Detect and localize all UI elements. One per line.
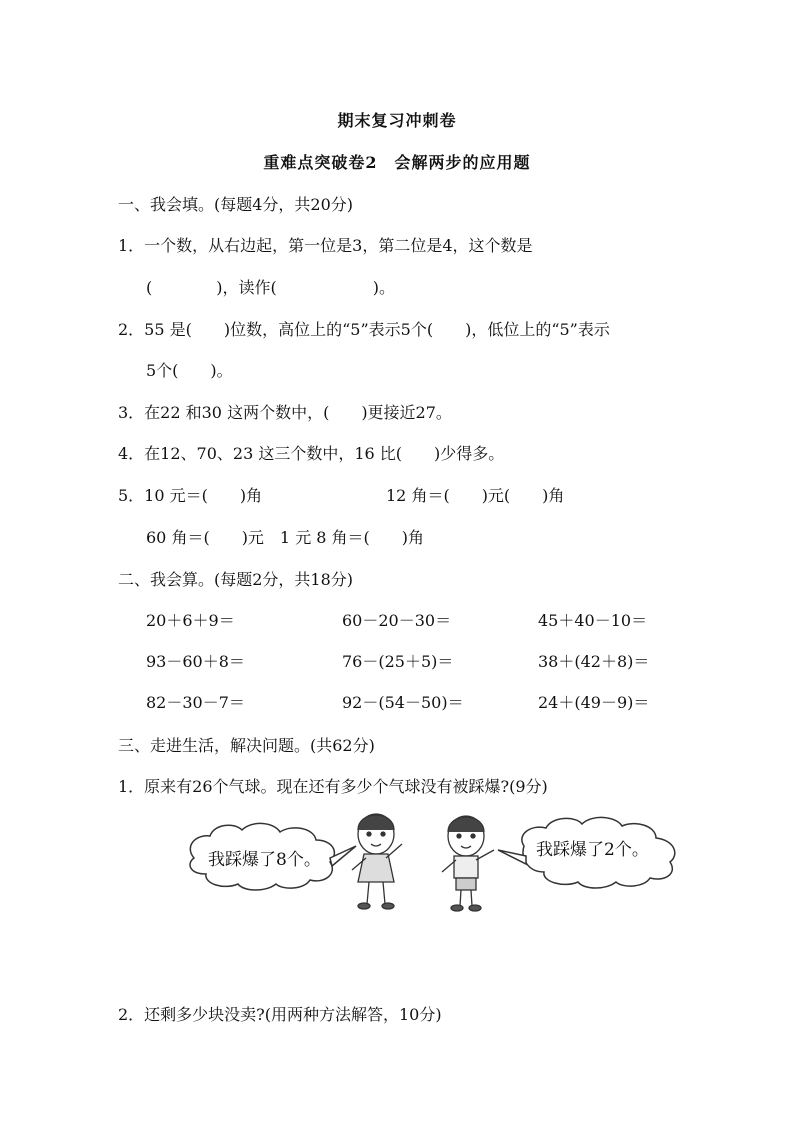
calc-item: 38＋(42＋8)＝	[538, 652, 650, 671]
calc-item: 20＋6＋9＝	[146, 611, 235, 630]
problem-1: 1．原来有26个气球。现在还有多少个气球没有被踩爆?(9分)	[118, 777, 548, 796]
question-2-line1: 2．55 是( )位数，高位上的“5”表示5个( )，低位上的“5”表示	[118, 320, 610, 339]
girl-figure	[352, 814, 402, 909]
page-title: 期末复习冲刺卷	[337, 111, 457, 130]
section2-heading: 二、我会算。(每题2分，共18分)	[118, 570, 354, 589]
question-4: 4．在12、70、23 这三个数中，16 比( )少得多。	[118, 444, 505, 463]
section3-heading: 三、走进生活，解决问题。(共62分)	[118, 736, 375, 755]
boy-figure	[442, 816, 494, 911]
calc-item: 93－60＋8＝	[146, 652, 245, 671]
calc-item: 76－(25＋5)＝	[342, 652, 454, 671]
question-1-line1: 1．一个数，从右边起，第一位是3，第二位是4，这个数是	[118, 236, 533, 255]
question-5c: 60 角＝( )元 1 元 8 角＝( )角	[146, 528, 425, 547]
section1-heading: 一、我会填。(每题4分，共20分)	[118, 195, 354, 214]
calc-item: 60－20－30＝	[342, 611, 452, 630]
speech-text-right: 我踩爆了2个。	[536, 840, 649, 860]
question-2-line2: 5个( )。	[146, 361, 233, 380]
calc-item: 82－30－7＝	[146, 693, 245, 712]
speech-text-left: 我踩爆了8个。	[208, 850, 321, 870]
page-subtitle: 重难点突破卷2 会解两步的应用题	[263, 153, 531, 172]
calc-item: 24＋(49－9)＝	[538, 693, 650, 712]
question-3: 3．在22 和30 这两个数中，( )更接近27。	[118, 403, 452, 422]
calc-item: 45＋40－10＝	[538, 611, 648, 630]
problem-2: 2．还剩多少块没卖?(用两种方法解答，10分)	[118, 1005, 442, 1024]
question-1-line2: ( )，读作( )。	[146, 278, 395, 297]
calc-item: 92－(54－50)＝	[342, 693, 464, 712]
question-5b: 12 角＝( )元( )角	[386, 486, 565, 505]
question-5a: 5．10 元＝( )角	[118, 486, 263, 505]
